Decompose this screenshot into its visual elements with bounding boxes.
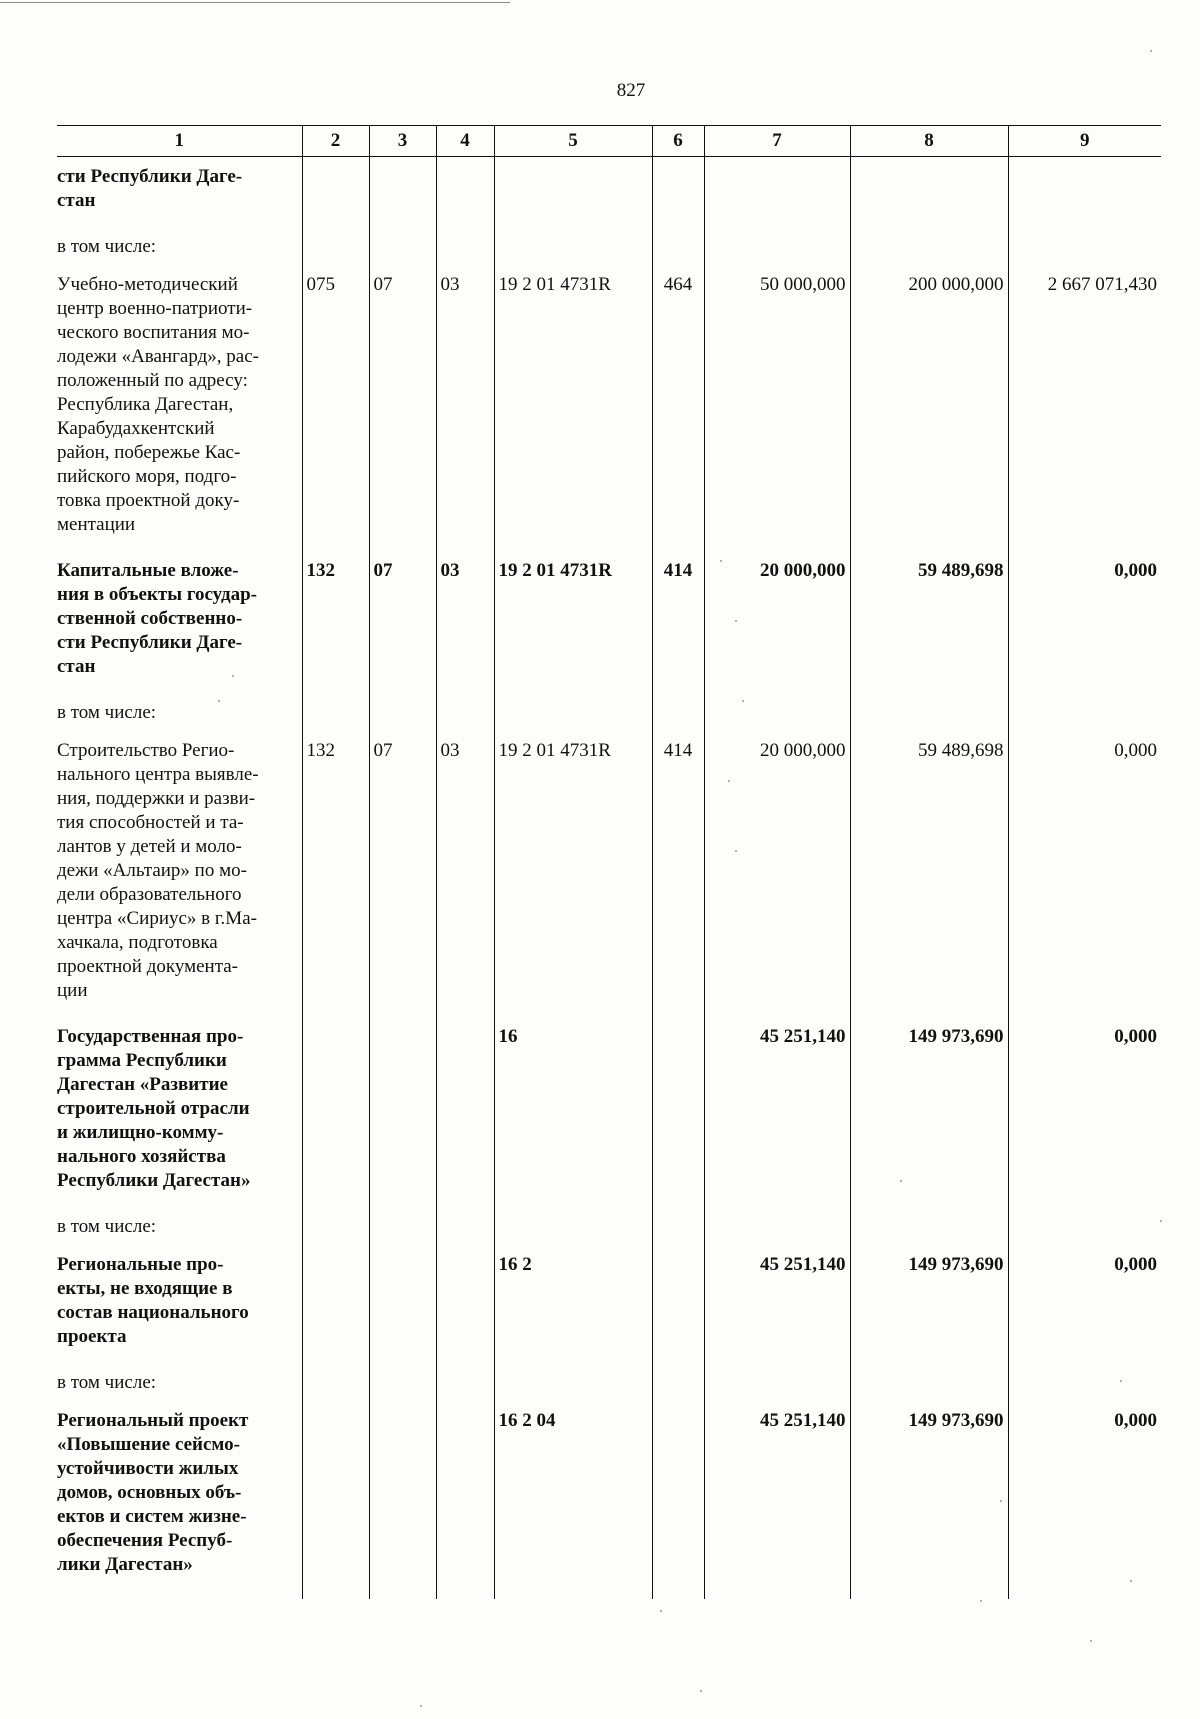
amount-col8-cell bbox=[850, 157, 1008, 236]
target-article-cell bbox=[494, 235, 652, 273]
amount-col8-cell bbox=[850, 1371, 1008, 1409]
scan-speck bbox=[980, 1600, 982, 1602]
budget-table bbox=[57, 125, 1161, 1599]
amount-col9-cell bbox=[1008, 235, 1161, 273]
expense-type-cell bbox=[652, 1371, 704, 1409]
column-header: 8 bbox=[850, 126, 1008, 157]
table-body bbox=[57, 157, 1161, 1600]
amount-col7-cell bbox=[704, 235, 850, 273]
amount-col7-cell bbox=[704, 157, 850, 236]
target-article-cell: 16 2 bbox=[494, 1253, 652, 1371]
target-article-cell: 19 2 01 4731R bbox=[494, 559, 652, 701]
subsection-code-cell bbox=[436, 1025, 494, 1215]
section-code-cell: 07 bbox=[369, 739, 436, 1025]
scan-speck bbox=[1130, 1580, 1132, 1582]
amount-col8-cell: 59 489,698 bbox=[850, 739, 1008, 1025]
table-header-row bbox=[57, 126, 1161, 157]
admin-code-cell bbox=[302, 1371, 369, 1409]
scan-speck bbox=[1090, 1640, 1092, 1642]
expense-type-cell bbox=[652, 1409, 704, 1599]
scan-speck bbox=[218, 700, 220, 702]
column-header: 3 bbox=[369, 126, 436, 157]
table-row bbox=[57, 1253, 1161, 1371]
section-code-cell bbox=[369, 235, 436, 273]
admin-code-cell bbox=[302, 1025, 369, 1215]
scan-speck bbox=[1120, 1380, 1122, 1382]
admin-code-cell bbox=[302, 701, 369, 739]
subsection-code-cell bbox=[436, 1371, 494, 1409]
expense-type-cell: 414 bbox=[652, 739, 704, 1025]
item-name-cell: Региональные про- екты, не входящие в состав национального проекта bbox=[57, 1254, 249, 1347]
scan-speck bbox=[420, 1705, 422, 1707]
scan-speck bbox=[728, 780, 730, 782]
item-name-cell: в том числе: bbox=[57, 236, 157, 257]
amount-col9-cell: 0,000 bbox=[1008, 559, 1161, 701]
page-number: 827 bbox=[616, 80, 646, 101]
table-row bbox=[57, 701, 1161, 739]
scan-speck bbox=[700, 1690, 702, 1692]
admin-code-cell bbox=[302, 235, 369, 273]
scan-top-edge-line bbox=[0, 2, 510, 3]
admin-code-cell bbox=[302, 1409, 369, 1599]
admin-code-cell bbox=[302, 157, 369, 236]
admin-code-cell bbox=[302, 1253, 369, 1371]
expense-type-cell bbox=[652, 1025, 704, 1215]
target-article-cell: 19 2 01 4731R bbox=[494, 739, 652, 1025]
admin-code-cell: 132 bbox=[302, 739, 369, 1025]
column-header: 6 bbox=[652, 126, 704, 157]
section-code-cell bbox=[369, 1215, 436, 1253]
expense-type-cell bbox=[652, 1253, 704, 1371]
scan-speck bbox=[900, 1180, 902, 1182]
amount-col8-cell: 149 973,690 bbox=[850, 1025, 1008, 1215]
expense-type-cell: 464 bbox=[652, 273, 704, 559]
amount-col9-cell: 0,000 bbox=[1008, 1253, 1161, 1371]
amount-col9-cell bbox=[1008, 1371, 1161, 1409]
section-code-cell: 07 bbox=[369, 273, 436, 559]
expense-type-cell bbox=[652, 701, 704, 739]
amount-col9-cell: 0,000 bbox=[1008, 1409, 1161, 1599]
target-article-cell bbox=[494, 701, 652, 739]
admin-code-cell: 132 bbox=[302, 559, 369, 701]
amount-col7-cell: 50 000,000 bbox=[704, 273, 850, 559]
amount-col8-cell bbox=[850, 235, 1008, 273]
target-article-cell: 16 bbox=[494, 1025, 652, 1215]
section-code-cell bbox=[369, 1371, 436, 1409]
amount-col9-cell bbox=[1008, 157, 1161, 236]
expense-type-cell bbox=[652, 157, 704, 236]
column-header: 1 bbox=[57, 126, 302, 157]
target-article-cell bbox=[494, 1371, 652, 1409]
amount-col9-cell bbox=[1008, 1215, 1161, 1253]
column-header: 5 bbox=[494, 126, 652, 157]
amount-col9-cell: 0,000 bbox=[1008, 1025, 1161, 1215]
column-header: 7 bbox=[704, 126, 850, 157]
table-row bbox=[57, 1025, 1161, 1215]
table-row bbox=[57, 559, 1161, 701]
admin-code-cell: 075 bbox=[302, 273, 369, 559]
subsection-code-cell: 03 bbox=[436, 273, 494, 559]
subsection-code-cell bbox=[436, 1409, 494, 1599]
target-article-cell: 19 2 01 4731R bbox=[494, 273, 652, 559]
amount-col8-cell: 149 973,690 bbox=[850, 1409, 1008, 1599]
item-name-cell: в том числе: bbox=[57, 1216, 157, 1237]
table-row bbox=[57, 1409, 1161, 1599]
section-code-cell bbox=[369, 1409, 436, 1599]
scan-speck bbox=[735, 850, 737, 852]
scan-speck bbox=[742, 700, 744, 702]
table-row bbox=[57, 739, 1161, 1025]
section-code-cell bbox=[369, 157, 436, 236]
table-row bbox=[57, 157, 1161, 236]
subsection-code-cell bbox=[436, 1215, 494, 1253]
target-article-cell bbox=[494, 157, 652, 236]
scan-speck bbox=[232, 675, 234, 677]
expense-type-cell: 414 bbox=[652, 559, 704, 701]
expense-type-cell bbox=[652, 1215, 704, 1253]
admin-code-cell bbox=[302, 1215, 369, 1253]
item-name-cell: Строительство Регио- нального центра выявле- ния, поддержки и разви- тия способностей и та- лантов у детей и моло- дежи «Альтаир» по мо- дели образовательного центра «Сириус» в г.Ма- хачкала, подготовка проектной документа- ции bbox=[57, 740, 259, 1001]
scan-speck bbox=[1150, 50, 1152, 52]
amount-col9-cell bbox=[1008, 701, 1161, 739]
subsection-code-cell bbox=[436, 157, 494, 236]
amount-col8-cell: 59 489,698 bbox=[850, 559, 1008, 701]
amount-col7-cell bbox=[704, 701, 850, 739]
scan-speck bbox=[1000, 1500, 1002, 1502]
item-name-cell: Государственная про- грамма Республики Дагестан «Развитие строительной отрасли и жилищно-комму- нального хозяйства Республики Дагестан» bbox=[57, 1026, 251, 1191]
subsection-code-cell bbox=[436, 235, 494, 273]
expense-type-cell bbox=[652, 235, 704, 273]
item-name-cell: Учебно-методический центр военно-патриоти- ческого воспитания мо- лодежи «Авангард», рас- положенный по адресу: Республика Дагестан, Карабудахкентский район, побережье Кас- пийского моря, подго- товка проектной доку- ментации bbox=[57, 274, 259, 535]
amount-col7-cell: 20 000,000 bbox=[704, 739, 850, 1025]
column-header: 4 bbox=[436, 126, 494, 157]
target-article-cell: 16 2 04 bbox=[494, 1409, 652, 1599]
amount-col7-cell bbox=[704, 1215, 850, 1253]
amount-col7-cell: 45 251,140 bbox=[704, 1025, 850, 1215]
subsection-code-cell: 03 bbox=[436, 739, 494, 1025]
item-name-cell: Капитальные вложе- ния в объекты государ- ственной собственно- сти Республики Даге- стан bbox=[57, 560, 257, 677]
table-row bbox=[57, 235, 1161, 273]
subsection-code-cell bbox=[436, 701, 494, 739]
item-name-cell: сти Республики Даге- стан bbox=[57, 166, 243, 211]
table-row bbox=[57, 273, 1161, 559]
amount-col8-cell bbox=[850, 701, 1008, 739]
scan-speck bbox=[660, 1610, 662, 1612]
amount-col7-cell bbox=[704, 1371, 850, 1409]
section-code-cell: 07 bbox=[369, 559, 436, 701]
amount-col9-cell: 2 667 071,430 bbox=[1008, 273, 1161, 559]
amount-col8-cell: 200 000,000 bbox=[850, 273, 1008, 559]
item-name-cell: Региональный проект «Повышение сейсмо- устойчивости жилых домов, основных объ- ектов и систем жизне- обеспечения Респуб- лики Дагестан» bbox=[57, 1410, 249, 1575]
scan-speck bbox=[720, 560, 722, 562]
table-row bbox=[57, 1371, 1161, 1409]
amount-col7-cell: 20 000,000 bbox=[704, 559, 850, 701]
subsection-code-cell bbox=[436, 1253, 494, 1371]
subsection-code-cell: 03 bbox=[436, 559, 494, 701]
section-code-cell bbox=[369, 1025, 436, 1215]
amount-col9-cell: 0,000 bbox=[1008, 739, 1161, 1025]
amount-col8-cell bbox=[850, 1215, 1008, 1253]
section-code-cell bbox=[369, 1253, 436, 1371]
item-name-cell: в том числе: bbox=[57, 702, 157, 723]
column-header: 2 bbox=[302, 126, 369, 157]
table-row bbox=[57, 1215, 1161, 1253]
target-article-cell bbox=[494, 1215, 652, 1253]
item-name-cell: в том числе: bbox=[57, 1372, 157, 1393]
section-code-cell bbox=[369, 701, 436, 739]
scan-speck bbox=[1160, 1220, 1162, 1222]
column-header: 9 bbox=[1008, 126, 1161, 157]
amount-col8-cell: 149 973,690 bbox=[850, 1253, 1008, 1371]
amount-col7-cell: 45 251,140 bbox=[704, 1409, 850, 1599]
amount-col7-cell: 45 251,140 bbox=[704, 1253, 850, 1371]
scan-speck bbox=[735, 620, 737, 622]
